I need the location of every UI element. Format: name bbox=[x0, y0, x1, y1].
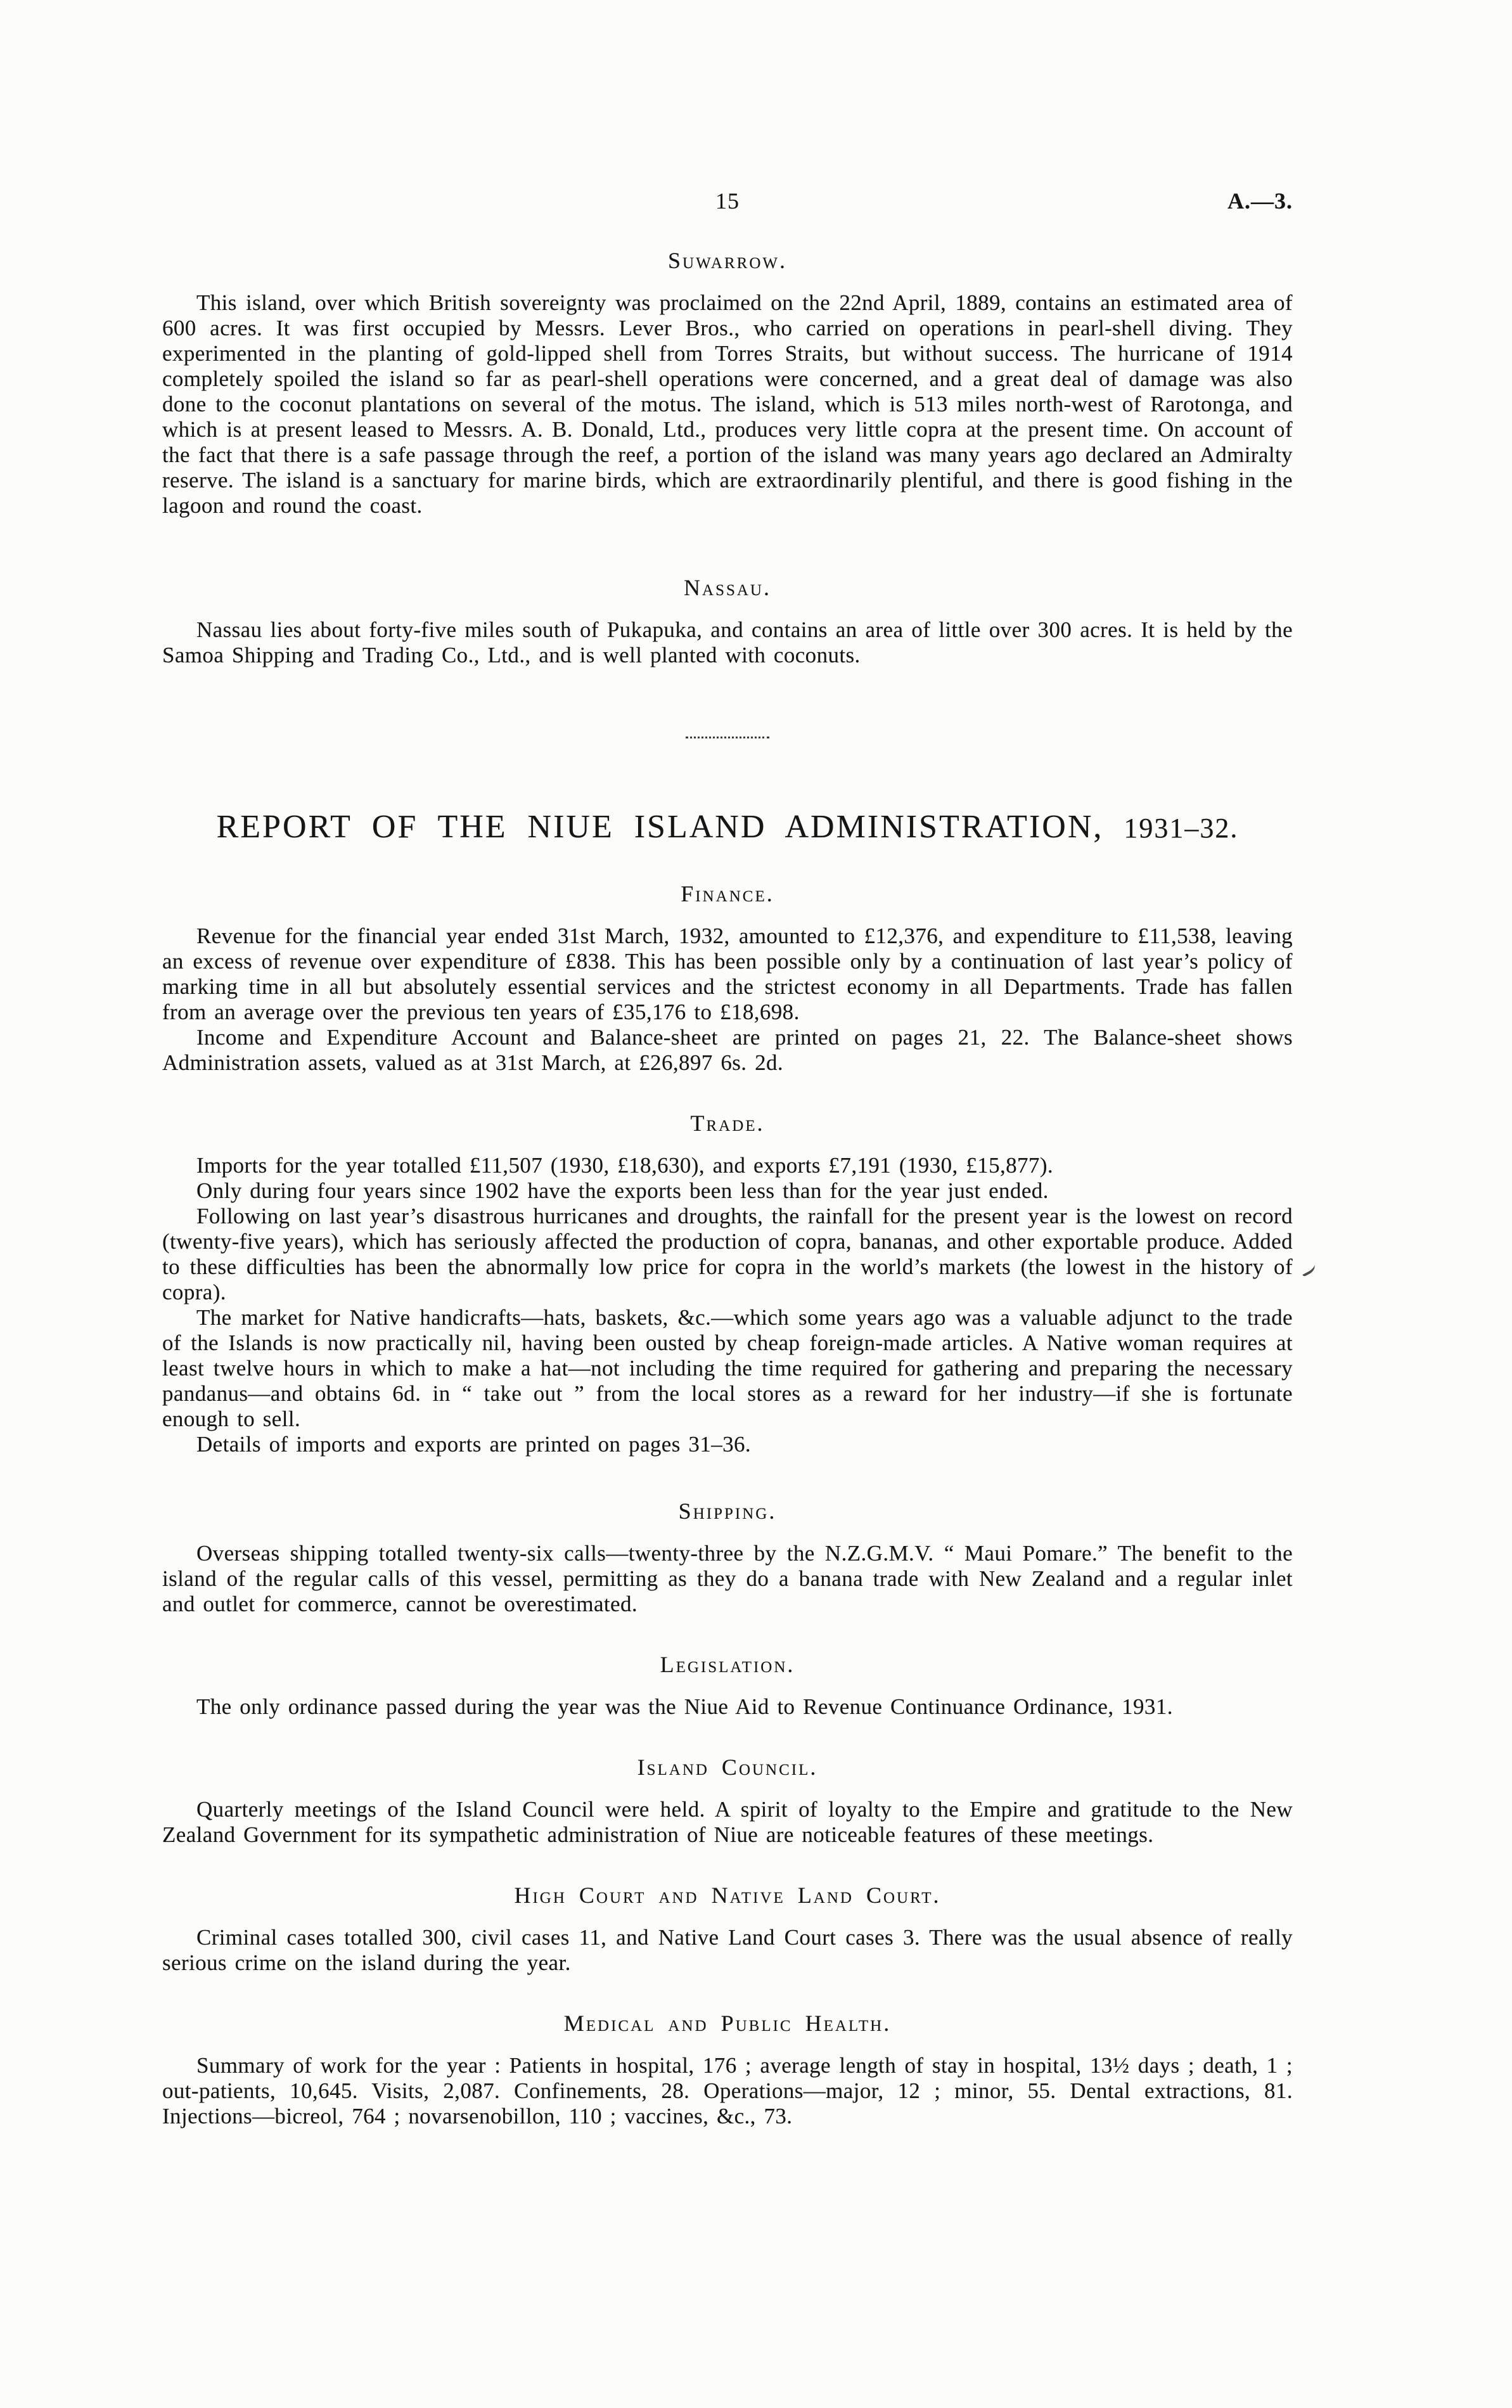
section-island-council bbox=[162, 1754, 1293, 1848]
section-heading-finance: Finance. bbox=[681, 881, 774, 906]
section-heading-legislation: Legislation. bbox=[660, 1652, 795, 1677]
section-heading-medical: Medical and Public Health. bbox=[563, 2011, 892, 2036]
section-medical bbox=[162, 2010, 1293, 2129]
section-nassau bbox=[162, 574, 1293, 668]
trade-paragraph-2: Only during four years since 1902 have the exports been less than for the year just ended. bbox=[196, 1178, 1049, 1203]
nassau-paragraph: Nassau lies about forty-five miles south of Pukapuka, and contains an area of little over 300 acres. It is held by the Samoa Shipping and Trading Co., Ltd., and is well planted with coconuts. bbox=[162, 617, 1293, 667]
finance-paragraph-1: Revenue for the financial year ended 31st March, 1932, amounted to £12,376, and expenditure to £11,538, leaving an excess of revenue over expenditure of £838. This has been possible only by a continuation of last year’s policy of marking time in all but absolutely essential services and the strictest economy in all Departments. Trade has fallen from an average over the previous ten years of £35,176 to £18,698. bbox=[162, 924, 1293, 1024]
trade-paragraph-4: The market for Native handicrafts—hats, baskets, &c.—which some years ago was a valuable adjunct to the trade of the Islands is now practically nil, having been ousted by cheap foreign-made articles. A Native woman requires at least twelve hours in which to make a hat—not including the time required for gathering and preparing the necessary pandanus—and obtains 6d. in “ take out ” from the local stores as a reward for her industry—if she is fortunate enough to sell. bbox=[162, 1305, 1293, 1431]
medical-paragraph: Summary of work for the year : Patients in hospital, 176 ; average length of stay in hospital, 13½ days ; death, 1 ; out-patients, 10,645. Visits, 2,087. Confinements, 28. Operations—major, 12 ; minor, 55. Dental extractions, 81. Injections—bicreol, 764 ; novarsenobillon, 110 ; vaccines, &c., 73. bbox=[162, 2053, 1293, 2128]
ink-smudge-mark bbox=[1299, 1261, 1317, 1277]
section-heading-suwarrow: Suwarrow. bbox=[668, 248, 787, 273]
trade-paragraph-3: Following on last year’s disastrous hurricanes and droughts, the rainfall for the present year is the lowest on record (twenty-five years), which has seriously affected the production of copra, bananas, and other exportable produce. Added to these difficulties has been the abnormally low price for copra in the world’s markets (the lowest in the history of copra). bbox=[162, 1204, 1293, 1304]
section-heading-trade: Trade. bbox=[690, 1111, 765, 1136]
section-shipping bbox=[162, 1498, 1293, 1617]
shipping-paragraph: Overseas shipping totalled twenty-six calls—twenty-three by the N.Z.G.M.V. “ Maui Pomare.” The benefit to the island of the regular calls of this vessel, permitting as they do a banana trade with New Zealand and a regular inlet and outlet for commerce, cannot be overestimated. bbox=[162, 1541, 1293, 1616]
section-finance bbox=[162, 880, 1293, 1076]
document-reference: A.—3. bbox=[1227, 188, 1293, 214]
finance-paragraph-2: Income and Expenditure Account and Balance-sheet are printed on pages 21, 22. The Balance-sheet shows Administration assets, valued as at 31st March, at £26,897 6s. 2d. bbox=[162, 1025, 1293, 1075]
section-heading-island-council: Island Council. bbox=[637, 1754, 818, 1780]
section-trade bbox=[162, 1110, 1293, 1457]
island-council-paragraph: Quarterly meetings of the Island Council were held. A spirit of loyalty to the Empire and gratitude to the New Zealand Government for its sympathetic administration of Niue are noticeable features of these meetings. bbox=[162, 1797, 1293, 1847]
section-heading-nassau: Nassau. bbox=[684, 575, 771, 600]
section-high-court bbox=[162, 1882, 1293, 1976]
legislation-paragraph: The only ordinance passed during the year was the Niue Aid to Revenue Continuance Ordinance, 1931. bbox=[196, 1694, 1173, 1719]
section-heading-shipping: Shipping. bbox=[678, 1498, 777, 1524]
report-title bbox=[162, 809, 1293, 846]
page-number: 15 bbox=[715, 188, 740, 214]
trade-paragraph-5: Details of imports and exports are printed on pages 31–36. bbox=[196, 1432, 752, 1457]
page-header bbox=[162, 188, 1293, 213]
trade-paragraph-1: Imports for the year totalled £11,507 (1930, £18,630), and exports £7,191 (1930, £15,877). bbox=[196, 1153, 1054, 1178]
section-divider-rule bbox=[686, 737, 769, 738]
section-suwarrow bbox=[162, 247, 1293, 518]
high-court-paragraph: Criminal cases totalled 300, civil cases 11, and Native Land Court cases 3. There was the usual absence of really serious crime on the island during the year. bbox=[162, 1925, 1293, 1975]
suwarrow-paragraph: This island, over which British sovereignty was proclaimed on the 22nd April, 1889, contains an estimated area of 600 acres. It was first occupied by Messrs. Lever Bros., who carried on operations in pearl-shell diving. They experimented in the planting of gold-lipped shell from Torres Straits, but without success. The hurricane of 1914 completely spoiled the island so far as pearl-shell operations were concerned, and a great deal of damage was also done to the coconut plantations on several of the motus. The island, which is 513 miles north-west of Rarotonga, and which is at present leased to Messrs. A. B. Donald, Ltd., produces very little copra at the present time. On account of the fact that there is a safe passage through the reef, a portion of the island was many years ago declared an Admiralty reserve. The island is a sanctuary for marine birds, which are extraordinarily plentiful, and there is good fishing in the lagoon and round the coast. bbox=[162, 290, 1293, 518]
text-block bbox=[162, 0, 1293, 2129]
report-title-text: REPORT OF THE NIUE ISLAND ADMINISTRATION, bbox=[216, 809, 1104, 845]
section-heading-high-court: High Court and Native Land Court. bbox=[514, 1883, 941, 1908]
report-title-year: 1931–32. bbox=[1124, 813, 1239, 844]
section-legislation bbox=[162, 1651, 1293, 1720]
